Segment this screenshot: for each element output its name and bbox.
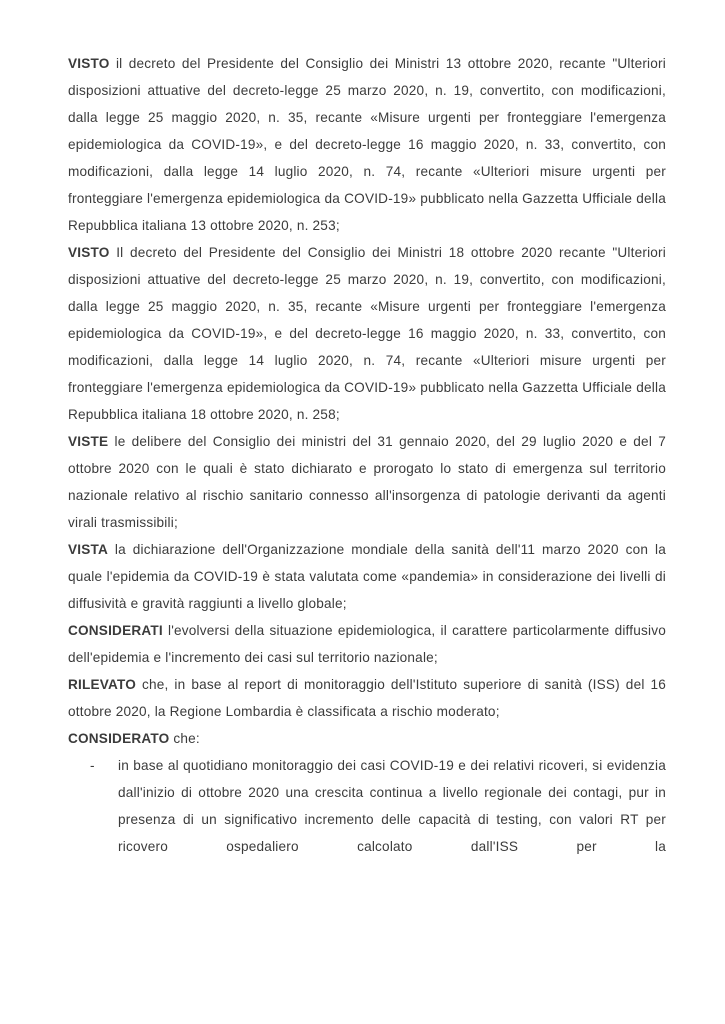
recital-viste: [68, 428, 666, 536]
recital-keyword: RILEVATO: [68, 677, 137, 692]
bullet-marker: -: [90, 758, 95, 773]
recital-text: il decreto del Presidente del Consiglio dei Ministri 13 ottobre 2020, recante "Ulteriori disposizioni attuative del decreto-legge 25 marzo 2020, n. 19, convertito, con modificazioni, dalla legge 25 maggio 2020, n. 35, recante «Misure urgenti per fronteggiare l'emergenza epidemiologica da COVID-19», e del decreto-legge 16 maggio 2020, n. 33, convertito, con modificazioni, dalla legge 14 luglio 2020, n. 74, recante «Ulteriori misure urgenti per fronteggiare l'emergenza epidemiologica da COVID-19» pubblicato nella Gazzetta Ufficiale della Repubblica italiana 13 ottobre 2020, n. 253;: [68, 56, 666, 233]
recital-text: la dichiarazione dell'Organizzazione mondiale della sanità dell'11 marzo 2020 con la quale l'epidemia da COVID-19 è stata valutata come «pandemia» in considerazione dei livelli di diffusività e gravità raggiunti a livello globale;: [68, 542, 666, 611]
recital-vista: [68, 536, 666, 617]
recital-text: le delibere del Consiglio dei ministri del 31 gennaio 2020, del 29 luglio 2020 e del 7 ottobre 2020 con le quali è stato dichiarato e prorogato lo stato di emergenza sul territorio nazionale relativo al rischio sanitario connesso all'insorgenza di patologie derivanti da agenti virali trasmissibili;: [68, 434, 666, 530]
recital-rilevato: [68, 671, 666, 725]
recital-visto-1: [68, 50, 666, 239]
bullet-text: in base al quotidiano monitoraggio dei casi COVID-19 e dei relativi ricoveri, si evidenzia dall'inizio di ottobre 2020 una crescita continua a livello regionale dei contagi, pur in presenza di un significativo incremento delle capacità di testing, con valori RT per ricovero ospedaliero calcolato dall'ISS per la: [118, 758, 666, 854]
recital-keyword: CONSIDERATO: [68, 731, 170, 746]
recital-visto-2: [68, 239, 666, 428]
recital-considerato: [68, 725, 666, 752]
bullet-item: [90, 752, 666, 860]
recital-text: che:: [173, 731, 200, 746]
recital-text: Il decreto del Presidente del Consiglio dei Ministri 18 ottobre 2020 recante "Ulteriori disposizioni attuative del decreto-legge 25 marzo 2020, n. 19, convertito, con modificazioni, dalla legge 25 maggio 2020, n. 35, recante «Misure urgenti per fronteggiare l'emergenza epidemiologica da COVID-19», e del decreto-legge 16 maggio 2020, n. 33, convertito, con modificazioni, dalla legge 14 luglio 2020, n. 74, recante «Ulteriori misure urgenti per fronteggiare l'emergenza epidemiologica da COVID-19» pubblicato nella Gazzetta Ufficiale della Repubblica italiana 18 ottobre 2020, n. 258;: [68, 245, 666, 422]
recital-text: che, in base al report di monitoraggio dell'Istituto superiore di sanità (ISS) del 16 ottobre 2020, la Regione Lombardia è classificata a rischio moderato;: [68, 677, 666, 719]
recital-considerati: [68, 617, 666, 671]
recital-keyword: VISTO: [68, 56, 110, 71]
recital-keyword: CONSIDERATI: [68, 623, 163, 638]
recital-keyword: VISTE: [68, 434, 109, 449]
recital-keyword: VISTO: [68, 245, 110, 260]
recital-keyword: VISTA: [68, 542, 109, 557]
recital-text: l'evolversi della situazione epidemiologica, il carattere particolarmente diffusivo dell'epidemia e l'incremento dei casi sul territorio nazionale;: [68, 623, 666, 665]
